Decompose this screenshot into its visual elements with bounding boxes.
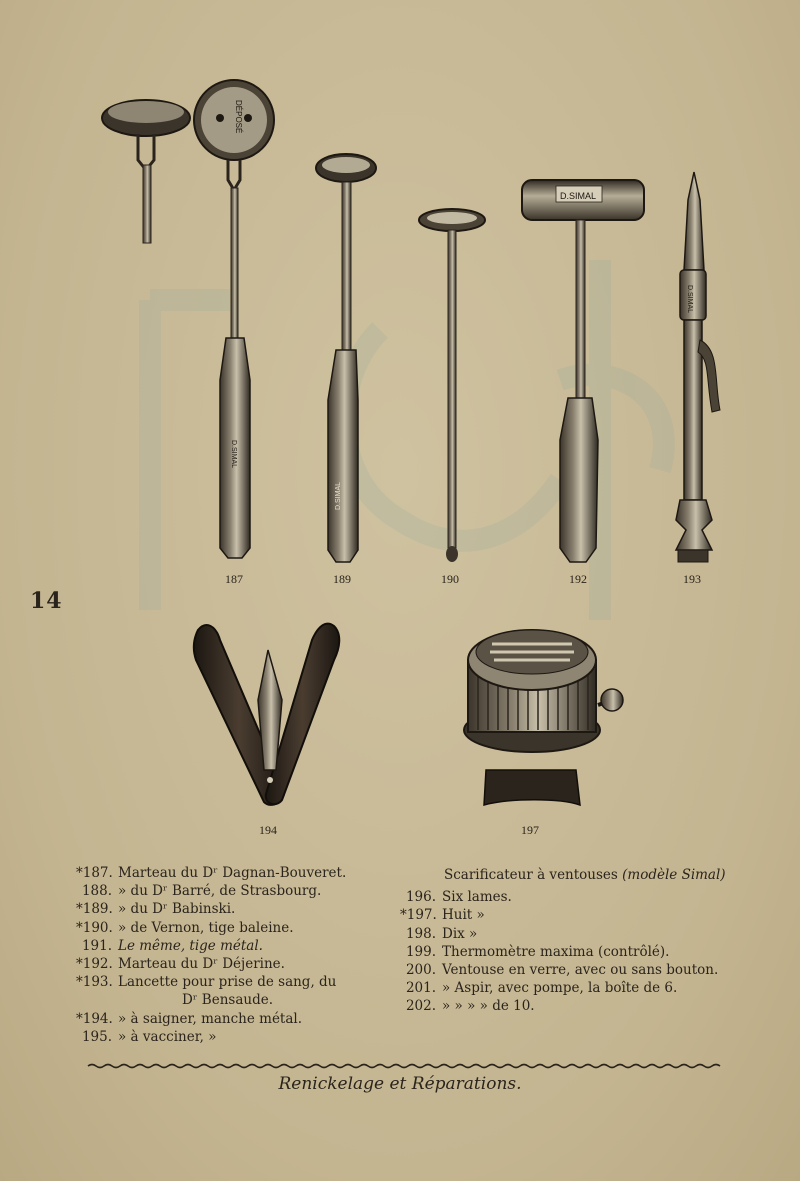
list-item [76, 937, 396, 955]
caption-197: 197 [521, 823, 539, 837]
stamp-192: D.SIMAL [560, 191, 597, 201]
item-text: » du Dʳ Babinski. [118, 901, 236, 918]
caption-194: 194 [259, 823, 277, 837]
item-number: 202. [405, 998, 436, 1015]
list-item [76, 900, 396, 918]
item-text: Six lames. [442, 889, 512, 906]
item-number: 199. [405, 943, 436, 960]
item-number: 200. [405, 962, 436, 979]
fig-193-lancet [676, 172, 720, 562]
list-item [76, 864, 396, 882]
list-item [400, 906, 730, 924]
stamp-189: D.SIMAL [335, 481, 342, 510]
caption-193: 193 [683, 572, 701, 586]
item-number: *193. [76, 974, 113, 991]
item-text: » à saigner, manche métal. [118, 1010, 303, 1027]
list-item [400, 997, 730, 1015]
item-text: Huit » [442, 907, 485, 924]
heading-italic: (modèle Simal) [622, 867, 726, 883]
item-text: Ventouse en verre, avec ou sans bouton. [442, 962, 719, 979]
item-number: 201. [405, 980, 436, 997]
item-number: 198. [405, 925, 436, 942]
item-text: » à vacciner, » [118, 1028, 217, 1045]
item-text: » du Dʳ Barré, de Strasbourg. [118, 883, 322, 900]
caption-189: 189 [333, 572, 351, 586]
caption-190: 190 [441, 572, 459, 586]
item-text: Marteau du Dʳ Dagnan-Bouveret. [118, 865, 347, 881]
wavy-rule [88, 1065, 720, 1068]
item-number: 191. [81, 937, 112, 954]
list-item [76, 1028, 396, 1046]
section-heading [400, 866, 730, 884]
item-number: *194. [76, 1010, 113, 1027]
item-text: Marteau du Dʳ Déjerine. [118, 956, 285, 973]
fig-194-lancet-knife [194, 624, 339, 805]
item-number: *187. [76, 865, 113, 881]
fig-190-hammer [419, 209, 485, 562]
item-number: *192. [76, 956, 113, 973]
footer-title: Renickelage et Réparations. [278, 1074, 522, 1094]
list-item [400, 943, 730, 961]
fig-197-scarificator [464, 630, 623, 805]
item-number: 188. [81, 883, 112, 900]
page-number: 14 [30, 588, 63, 614]
item-number [76, 991, 176, 1009]
left-item-list [76, 864, 396, 1046]
item-number: *190. [76, 919, 113, 936]
item-number: 196. [405, 889, 436, 906]
list-item [76, 955, 396, 973]
heading-text: Scarificateur à ventouses [444, 867, 618, 883]
caption-192: 192 [569, 572, 587, 586]
list-item [76, 991, 396, 1009]
item-text: » de Vernon, tige baleine. [118, 919, 294, 936]
item-text: Dix » [442, 925, 478, 942]
item-number: *197. [400, 907, 437, 924]
list-item [76, 1010, 396, 1028]
fig-187-hammer [102, 80, 274, 558]
list-item [76, 973, 396, 991]
list-item [400, 979, 730, 997]
right-item-list [400, 866, 730, 1016]
caption-187: 187 [225, 572, 243, 586]
stamp-187: D.SIMAL [230, 440, 237, 469]
item-text: Dʳ Bensaude. [182, 992, 273, 1009]
list-item [400, 961, 730, 979]
item-text: Le même, tige métal. [118, 937, 263, 954]
item-number: 195. [81, 1028, 112, 1045]
item-text: Thermomètre maxima (contrôlé). [442, 943, 670, 960]
list-item [400, 925, 730, 943]
list-item [76, 919, 396, 937]
item-text: » Aspir, avec pompe, la boîte de 6. [442, 980, 678, 997]
list-item [76, 882, 396, 900]
depose-mark: DÉPOSÉ [234, 100, 243, 134]
list-item [400, 888, 730, 906]
item-text: Lancette pour prise de sang, du [118, 974, 337, 991]
stamp-193: D.SIMAL [686, 285, 693, 314]
item-text: » » » » de 10. [442, 998, 535, 1015]
item-number: *189. [76, 901, 113, 918]
